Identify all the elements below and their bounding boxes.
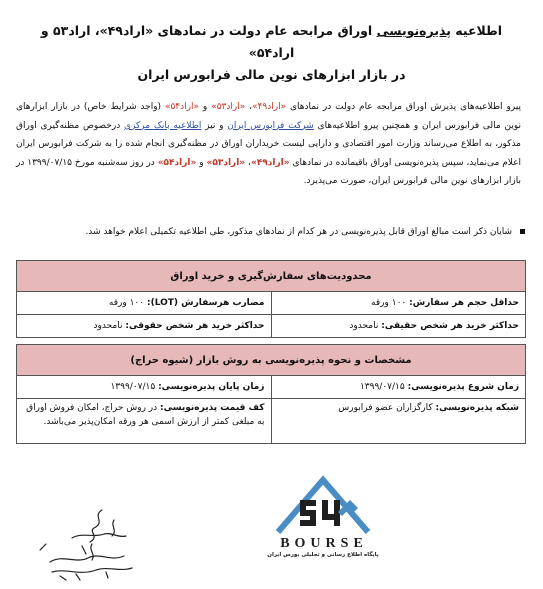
title-underlined-word: پذیره‌نویسی: [376, 23, 451, 38]
end-time-cell: [17, 376, 272, 399]
supplementary-note: [16, 224, 525, 240]
subscription-details-header: مشخصات و نحوه پذیره‌نویسی به روش بازار (شیوه حراج): [17, 345, 526, 376]
title-rest: اوراق مرابحه عام دولت در نمادهای «اراد۴۹»، اراد۵۳ و اراد۵۴»: [40, 23, 377, 60]
symbol-arad49: «اراد۴۹»: [252, 102, 287, 112]
end-time-value: ۱۳۹۹/۰۷/۱۵: [110, 382, 159, 392]
logo-wordmark: BOURSE: [280, 536, 368, 551]
symbol-arad54: «اراد۵۴»: [164, 102, 200, 112]
floor-price-label: کف قیمت پذیره‌نویسی:: [160, 403, 265, 413]
table-row: [17, 399, 526, 444]
network-label: شبکه پذیره‌نویسی:: [435, 403, 519, 413]
separator: و: [196, 157, 207, 168]
logo-subtitle: پایگاه اطلاع رسانی و تحلیلی بورس ایران: [267, 552, 379, 558]
table-row: [17, 292, 526, 315]
title-line-2: در بازار ابزارهای نوین مالی فرابورس ایران: [137, 67, 406, 82]
separator: ،: [245, 157, 251, 168]
end-time-label: زمان پایان پذیره‌نویسی:: [158, 382, 265, 392]
bourse-logo-icon: [238, 470, 408, 540]
title-prefix: اطلاعیه: [450, 23, 503, 38]
min-order-value: ۱۰۰ ورقه: [371, 298, 410, 308]
subscription-details-table: [16, 344, 526, 444]
network-value: کارگزاران عضو فرابورس: [338, 403, 436, 413]
body-text-4: درخصوص مظنه‌گیری اوراق مذکور، به اطلاع می‌رساند وزارت امور اقتصادی و دارایی لیست خریداران اوراق در مظنه‌گیری انجام شده را به شرکت فرابورس ایران اعلام می‌نماید، سپس پذیره‌نویسی اوراق باقیمانده در نمادهای: [16, 120, 522, 168]
body-text-2: (واجد شرایط خاص) در بازار ابزارهای نوین مالی فرابورس ایران و همچنین پیرو اطلاعیه‌های: [16, 102, 521, 131]
order-limits-table: [16, 260, 526, 338]
body-text-1: پیرو اطلاعیه‌های پذیرش اوراق مرابحه عام دولت در نمادهای: [286, 102, 521, 112]
bullet-icon: [520, 229, 525, 234]
table-row: [17, 376, 526, 399]
start-time-label: زمان شروع پذیره‌نویسی:: [407, 382, 519, 392]
title-line-1: [20, 20, 523, 64]
start-time-cell: [271, 376, 526, 399]
announcement-body: [16, 98, 521, 191]
network-cell: [271, 399, 526, 444]
max-real-label: حداکثر خرید هر شخص حقیقی:: [381, 321, 519, 331]
symbol-arad49: «اراد۴۹»: [250, 157, 290, 168]
signature-icon: [32, 502, 142, 584]
bourse-logo: [238, 470, 408, 565]
separator: ،: [245, 102, 253, 112]
central-bank-announcement-link[interactable]: اطلاعیه بانک مرکزی: [124, 120, 202, 131]
signature: [32, 502, 142, 584]
supplementary-note-text: شایان ذکر است مبالغ اوراق قابل پذیره‌نویسی در هر کدام از نمادهای مذکور، طی اطلاعیه تکمیلی اعلام خواهد شد.: [85, 227, 512, 237]
max-real-value: نامحدود: [349, 321, 382, 331]
min-order-cell: [271, 292, 526, 315]
body-text-5: در روز سه‌شنبه مورخ ۱۳۹۹/۰۷/۱۵ در بازار ابزارهای نوین مالی فرابورس ایران، صورت می‌پذیرد.: [16, 157, 521, 186]
start-time-value: ۱۳۹۹/۰۷/۱۵: [359, 382, 408, 392]
separator: و: [199, 102, 212, 112]
max-legal-value: نامحدود: [93, 321, 126, 331]
lot-value: ۱۰۰ ورقه: [108, 298, 147, 308]
symbol-arad54: «اراد۵۴»: [157, 157, 197, 168]
body-text-3: و نیز: [201, 120, 228, 131]
lot-cell: [17, 292, 272, 315]
floor-price-cell: [17, 399, 272, 444]
order-limits-header: محدودیت‌های سفارش‌گیری و خرید اوراق: [17, 261, 526, 292]
farabourse-announcement-link[interactable]: شرکت فرابورس ایران: [227, 120, 314, 131]
max-real-cell: [271, 315, 526, 338]
table-row: [17, 315, 526, 338]
symbol-arad53: «اراد۵۳»: [206, 157, 246, 168]
announcement-title: [20, 20, 523, 86]
floor-price-value: در روش حراج، امکان فروش اوراق به مبلغی کمتر از ارزش اسمی هر ورقه امکان‌پذیر می‌باشد.: [26, 403, 265, 427]
max-legal-cell: [17, 315, 272, 338]
lot-label: مضارب هرسفارش (LOT):: [146, 298, 265, 308]
min-order-label: حداقل حجم هر سفارش:: [409, 298, 519, 308]
max-legal-label: حداکثر خرید هر شخص حقوقی:: [125, 321, 265, 331]
symbol-arad53: «اراد۵۳»: [211, 102, 246, 112]
